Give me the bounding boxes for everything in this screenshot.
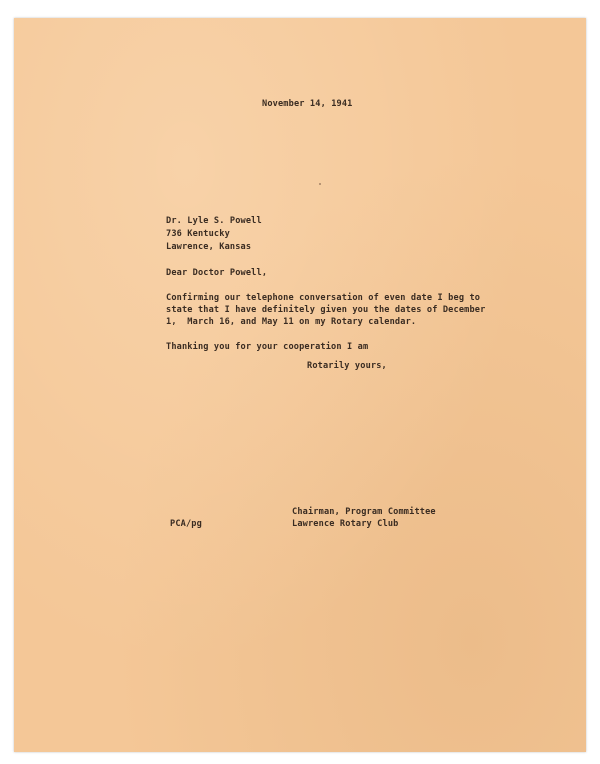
closing: Rotarily yours,	[307, 361, 387, 371]
letter-date: November 14, 1941	[262, 99, 353, 109]
body-line: state that I have definitely given you the dates of December	[166, 305, 486, 315]
recipient-street: 736 Kentucky	[166, 229, 230, 239]
recipient-name: Dr. Lyle S. Powell	[166, 216, 262, 226]
body-line: Confirming our telephone conversation of even date I beg to	[166, 293, 481, 303]
paper-speck	[319, 183, 321, 185]
salutation: Dear Doctor Powell,	[166, 268, 268, 278]
recipient-city: Lawrence, Kansas	[166, 242, 252, 252]
signature-organization: Lawrence Rotary Club	[292, 519, 399, 529]
thanks-line: Thanking you for your cooperation I am	[166, 342, 369, 352]
body-line: 1, March 16, and May 11 on my Rotary calendar.	[166, 317, 417, 327]
letter-page	[14, 18, 586, 752]
signature-title: Chairman, Program Committee	[292, 507, 436, 517]
reference-initials: PCA/pg	[170, 519, 202, 529]
